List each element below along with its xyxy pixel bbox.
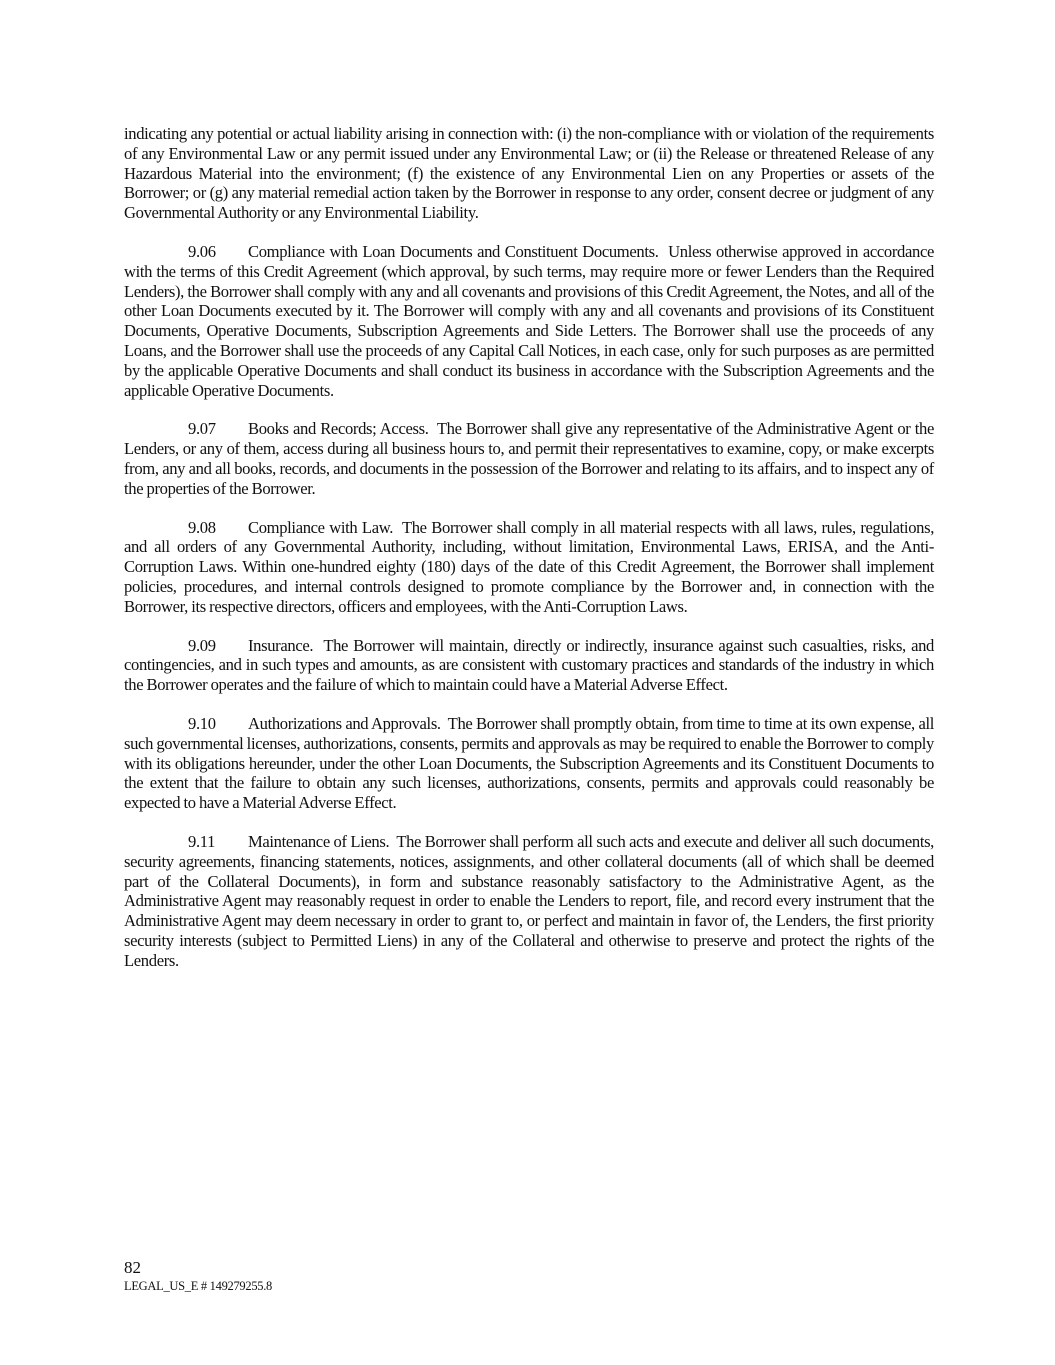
section-number: 9.06 (188, 241, 216, 261)
section-9-06 (124, 242, 934, 400)
section-9-07 (124, 419, 934, 498)
paragraph-continued (124, 124, 934, 223)
section-number: 9.08 (188, 517, 216, 537)
paragraph-text: The Borrower will maintain, directly or indirectly, insurance against such casualties, risks, and contingencies, and in such types and amounts, as are consistent with customary practices and standards of the industry in which the Borrower operates and the failure of which to maintain could have a Material Adverse Effect. (124, 635, 934, 695)
paragraph-text: The Borrower shall comply in all material respects with all laws, rules, regulations, and all orders of any Governmental Authority, including, without limitation, Environmental Laws, ERISA, and the Anti-Corruption Laws. Within one-hundred eighty (180) days of the date of this Credit Agreement, the Borrower shall implement policies, procedures, and internal controls designed to promote compliance by the Borrower and, in connection with the Borrower, its respective directors, officers and employees, with the Anti-Corruption Laws. (124, 517, 934, 616)
section-9-08 (124, 518, 934, 617)
section-heading: Authorizations and Approvals. (248, 713, 441, 733)
section-number: 9.10 (188, 713, 216, 733)
page-number: 82 (124, 1258, 141, 1277)
section-number: 9.11 (188, 831, 216, 851)
page-footer (124, 1258, 272, 1294)
section-number: 9.09 (188, 635, 216, 655)
section-heading: Maintenance of Liens. (248, 831, 390, 851)
paragraph-text: The Borrower shall promptly obtain, from time to time at its own expense, all such governmental licenses, authorizations, consents, permits and approvals as may be required to enable the Borrower to comply with its obligations hereunder, under the other Loan Documents, the Subscription Agreements and its Constituent Documents to the extent that the failure to obtain any such licenses, authorizations, consents, permits and approvals could reasonably be expected to have a Material Adverse Effect. (124, 713, 934, 813)
document-id: LEGAL_US_E # 149279255.8 (124, 1279, 273, 1293)
paragraph-text: indicating any potential or actual liability arising in connection with: (i) the non-compliance with or violation of the requirements of any Environmental Law or any permit issued under any Environmental Law; or (ii) the Release or threatened Release of any Hazardous Material into the environment; (f) the existence of any Environmental Lien on any Properties or assets of the Borrower; or (g) any material remedial action taken by the Borrower in response to any order, consent decree or judgment of any Governmental Authority or any Environmental Liability. (124, 124, 934, 223)
section-number: 9.07 (188, 419, 216, 439)
document-body (124, 124, 934, 989)
section-heading: Insurance. (248, 635, 314, 655)
paragraph-text: The Borrower shall perform all such acts and execute and deliver all such documents, security agreements, financing statements, notices, assignments, and other collateral documents (all of which shall be deemed part of the Collateral Documents), in form and substance reasonably satisfactory to the Administrative Agent, as the Administrative Agent may reasonably request in order to enable the Lenders to report, file, and record every instrument that the Administrative Agent may deem necessary in order to grant to, or perfect and maintain in favor of, the Lenders, the first priority security interests (subject to Permitted Liens) in any of the Collateral and otherwise to preserve and protect the rights of the Lenders. (124, 831, 934, 970)
paragraph-text: Unless otherwise approved in accordance with the terms of this Credit Agreement (which approval, by such terms, may require more or fewer Lenders than the Required Lenders), the Borrower shall comply with any and all covenants and provisions of this Credit Agreement, the Notes, and all of the other Loan Documents executed by it. The Borrower will comply with any and all covenants and provisions of its Constituent Documents, Operative Documents, Subscription Agreements and Side Letters. The Borrower shall use the proceeds of any Loans, and the Borrower shall use the proceeds of any Capital Call Notices, in each case, only for such purposes as are permitted by the applicable Operative Documents and shall conduct its business in accordance with the Subscription Agreements and the applicable Operative Documents. (124, 241, 934, 400)
section-heading: Books and Records; Access. (248, 419, 429, 439)
section-heading: Compliance with Loan Documents and Constituent Documents. (248, 241, 659, 261)
section-9-09 (124, 636, 934, 695)
section-heading: Compliance with Law. (248, 517, 394, 537)
section-9-11 (124, 832, 934, 971)
paragraph-text: The Borrower shall give any representative of the Administrative Agent or the Lenders, or any of them, access during all business hours to, and permit their representatives to examine, copy, or make excerpts from, any and all books, records, and documents in the possession of the Borrower and relating to its affairs, and to inspect any of the properties of the Borrower. (124, 419, 934, 498)
section-9-10 (124, 714, 934, 813)
